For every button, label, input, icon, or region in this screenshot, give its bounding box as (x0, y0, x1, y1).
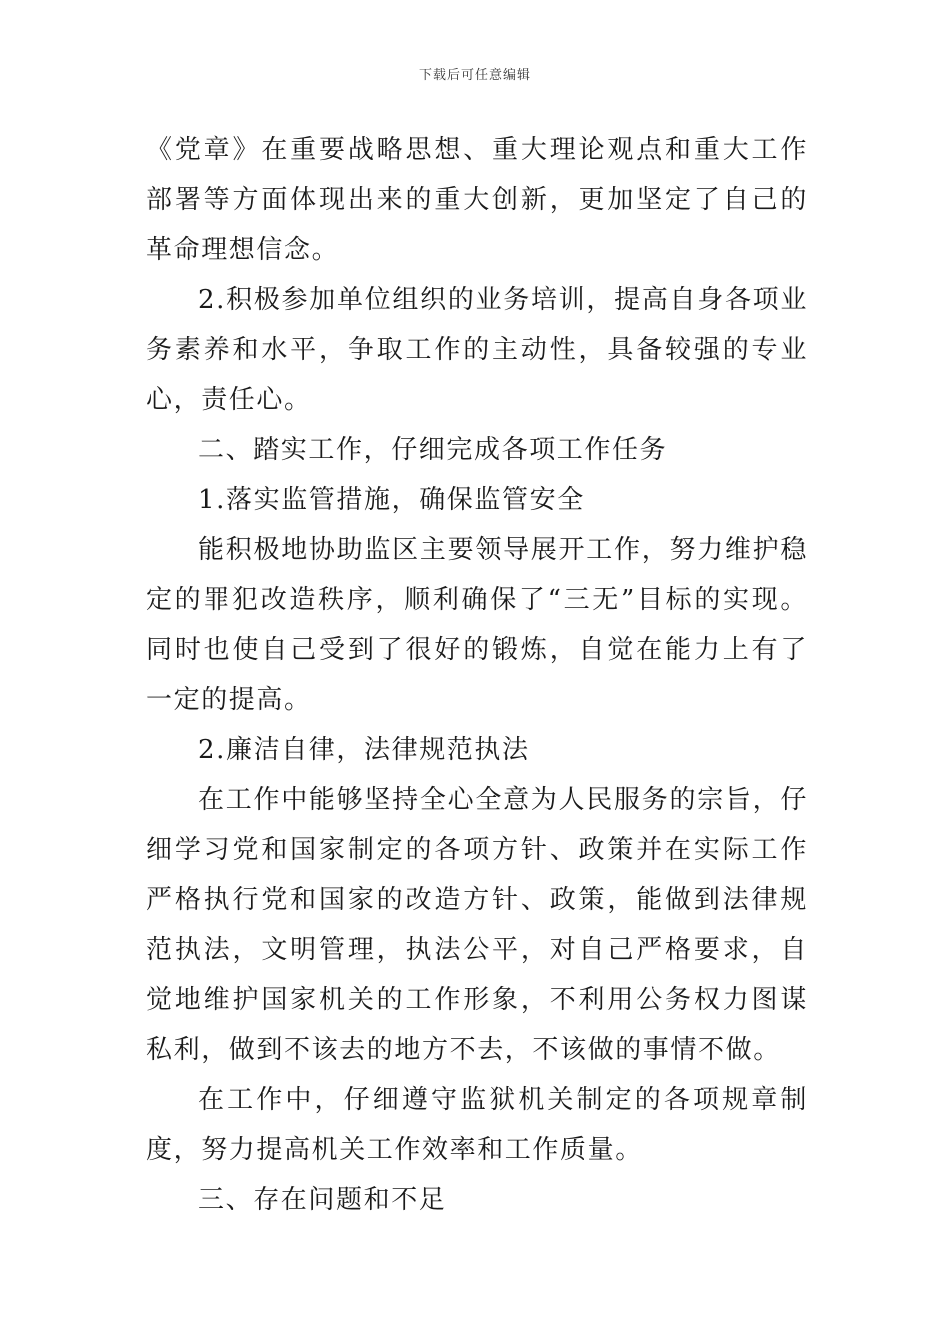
section-heading-work: 二、踏实工作，仔细完成各项工作任务 (198, 435, 668, 465)
paragraph-party-constitution: 《党章》在重要战略思想、重大理论观点和重大工作部署等方面体现出来的重大创新，更加坚定了自己的革命理想信念。 (146, 135, 808, 265)
paragraph-supervision: 能积极地协助监区主要领导展开工作，努力维护稳定的罪犯改造秩序，顺利确保了“三无”目标的实现。同时也使自己受到了很好的锻炼，自觉在能力上有了一定的提高。 (146, 535, 808, 715)
subheading-supervision: 1.落实监管措施，确保监管安全 (198, 485, 585, 515)
page-header: 下载后可任意编辑 (418, 68, 531, 83)
section-heading-problems: 三、存在问题和不足 (198, 1185, 447, 1215)
subheading-integrity: 2.廉洁自律，法律规范执法 (198, 735, 530, 765)
paragraph-regulations: 在工作中，仔细遵守监狱机关制定的各项规章制度，努力提高机关工作效率和工作质量。 (146, 1085, 808, 1165)
paragraph-integrity: 在工作中能够坚持全心全意为人民服务的宗旨，仔细学习党和国家制定的各项方针、政策并在实际工作严格执行党和国家的改造方针、政策，能做到法律规范执法，文明管理，执法公平，对自己严格要求，自觉地维护国家机关的工作形象，不利用公务权力图谋私利，做到不该去的地方不去，不该做的事情不做。 (146, 785, 808, 1065)
paragraph-training: 2.积极参加单位组织的业务培训，提高自身各项业务素养和水平，争取工作的主动性，具备较强的专业心，责任心。 (146, 285, 808, 415)
document-body (146, 125, 808, 1225)
